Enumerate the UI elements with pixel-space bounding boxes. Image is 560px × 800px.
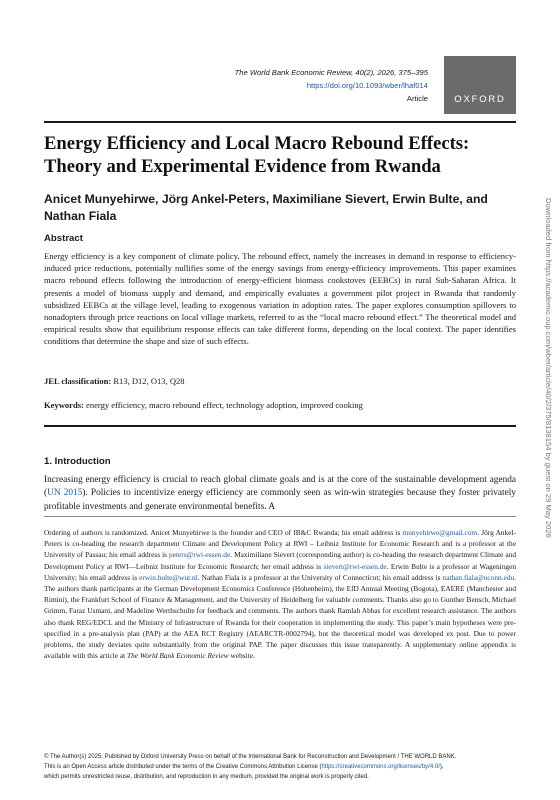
title-rule xyxy=(44,121,516,123)
author-list: Anicet Munyehirwe, Jörg Ankel-Peters, Maximiliane Sievert, Erwin Bulte, and Nathan Fiala xyxy=(44,192,488,223)
publisher-logo-text: OXFORD xyxy=(454,94,506,105)
publisher-logo xyxy=(444,56,516,114)
license-text: ), xyxy=(439,764,444,771)
footnote-text: . Maximiliane Sievert (corresponding author) is co-heading the research department Climate and Development Policy at RWI—Leibniz Institute for Economic Research; her email address is xyxy=(44,550,516,571)
email-link[interactable]: munyehirwe@gmail.com xyxy=(402,528,478,537)
intro-text-2: ). Policies to incentivize energy efficiency are commonly seen as win-win strategies because they foster privately profitable investments and generate environmental benefits. A xyxy=(44,488,516,512)
email-link[interactable]: sievert@rwi-essen.de xyxy=(323,561,387,571)
introduction-paragraph xyxy=(44,474,516,514)
citation-link[interactable]: UN 2015 xyxy=(47,488,83,499)
reuse-line: which permits unrestricted reuse, distribution, and reproduction in any medium, provided the original work is properly cited. xyxy=(44,774,369,781)
keywords-label: Keywords: xyxy=(44,400,84,410)
email-link[interactable]: nathan.fiala@uconn.edu xyxy=(442,572,515,582)
footnote-text: . The authors thank participants at the German Development Economics Conference (Hohenheim), the EfD Annual Meeting (Bogota), EAERE (Manchester and Rimini), the Frankfurt School of Finance & Management, and the University of Heidelberg for valuable comments. Thanks also go to Gunther Bensch, Michael Grimm, Faraz Usmani, and Madeline Werthschulte for feedback and comments. The authors thank Ramlah Abbas for excellent research assistance. The authors also thank REG/EDCL and the Ministry of Infrastructure of Rwanda for their cooperation in implementing the study. This paper’s main hypotheses were pre-specified in a pre-analysis plan (PAP) at the AEA RCT Registry (AEARCTR-0002794), but the theoretical model was developed ex post. Due to power problems, the study deviates quite substantially from the original PAP. The paper discusses this issue transparently. A supplementary online appendix is available with this article at xyxy=(44,572,516,661)
abstract-text: Energy efficiency is a key component of climate policy. The rebound effect, namely the increases in demand in response to efficiency-induced price reductions, potentially nullifies some of the energy savings from energy-efficiency improvements. This paper examines macro rebound effects following the introduction of energy-efficient biomass cookstoves (EEBCs) in rural Sub-Saharan Africa. It presents a model of biomass supply and demand, and empirically evaluates a government pilot project in Rwanda that randomly subsidized EEBCs at the village level, leading to exogenous variation in adoption rates. The paper explores consumption spillovers to nonadopters through price reactions on local village markets, referred to as the “local macro rebound effect.” The theoretical model and empirical results show that equilibrium response effects can take different forms, depending on the local context. The paper identifies conditions that determine the shape and size of such effects. xyxy=(44,251,516,347)
footnote-text: . Nathan Fiala is a professor at the University of Connecticut; his email address is xyxy=(197,572,443,582)
email-link[interactable]: peters@rwi-essen.de xyxy=(169,550,231,560)
journal-header xyxy=(235,66,428,105)
footnote-text: . Erwin Bulte is a professor at Wageningen University; his email address is xyxy=(44,561,516,582)
article-type: Article xyxy=(406,94,428,103)
jel-codes: R13, D12, O13, Q28 xyxy=(111,376,185,386)
journal-name: The World Bank Economic Review xyxy=(127,651,229,661)
author-footnote xyxy=(44,527,516,661)
jel-classification xyxy=(44,376,185,386)
footnote-text: . Jörg Ankel-Peters is co-heading the research department Climate and Development Policy at RWI – Leibniz Institute for Economic Research and is a professor at the University of Passau; his email address is xyxy=(44,528,516,560)
keywords xyxy=(44,400,363,410)
footnote-rule xyxy=(44,516,516,517)
abstract-heading: Abstract xyxy=(44,233,83,244)
article-title: Energy Efficiency and Local Macro Rebound Effects: Theory and Experimental Evidence from Rwanda xyxy=(44,133,470,177)
download-watermark: Downloaded from https://academic.oup.com/wber/article/40/2/375/8138154 by guest on 29 May 2026 xyxy=(544,198,553,538)
keywords-list: energy efficiency, macro rebound effect, technology adoption, improved cooking xyxy=(83,400,363,410)
section-rule xyxy=(44,425,516,427)
email-link[interactable]: erwin.bulte@wur.nl xyxy=(139,572,198,582)
intro-text-1: Increasing energy efficiency is crucial to reach global climate goals and is at the core of the sustainable development agenda ( xyxy=(44,475,516,499)
section-heading-introduction: 1. Introduction xyxy=(44,456,111,467)
jel-label: JEL classification: xyxy=(44,376,112,386)
license-text: This is an Open Access article distributed under the terms of the Creative Commons Attribution License ( xyxy=(44,764,322,771)
doi-link[interactable]: https://doi.org/10.1093/wber/lhaf014 xyxy=(306,81,428,90)
footnote-text: Ordering of authors is randomized. Anicet Munyehirwe is the founder and CEO of IB&C Rwanda; his email address is xyxy=(44,528,403,537)
journal-citation: The World Bank Economic Review, 40(2), 2026, 375–395 xyxy=(234,68,428,77)
copyright-line: © The Author(s) 2025. Published by Oxford University Press on behalf of the International Bank for Reconstruction and Development / THE WORLD BANK. xyxy=(44,754,457,760)
copyright-notice xyxy=(44,752,522,783)
footnote-text: website. xyxy=(228,651,255,661)
license-link[interactable]: https://creativecommons.org/licenses/by/4.0/ xyxy=(321,764,440,771)
license-line xyxy=(44,762,522,772)
